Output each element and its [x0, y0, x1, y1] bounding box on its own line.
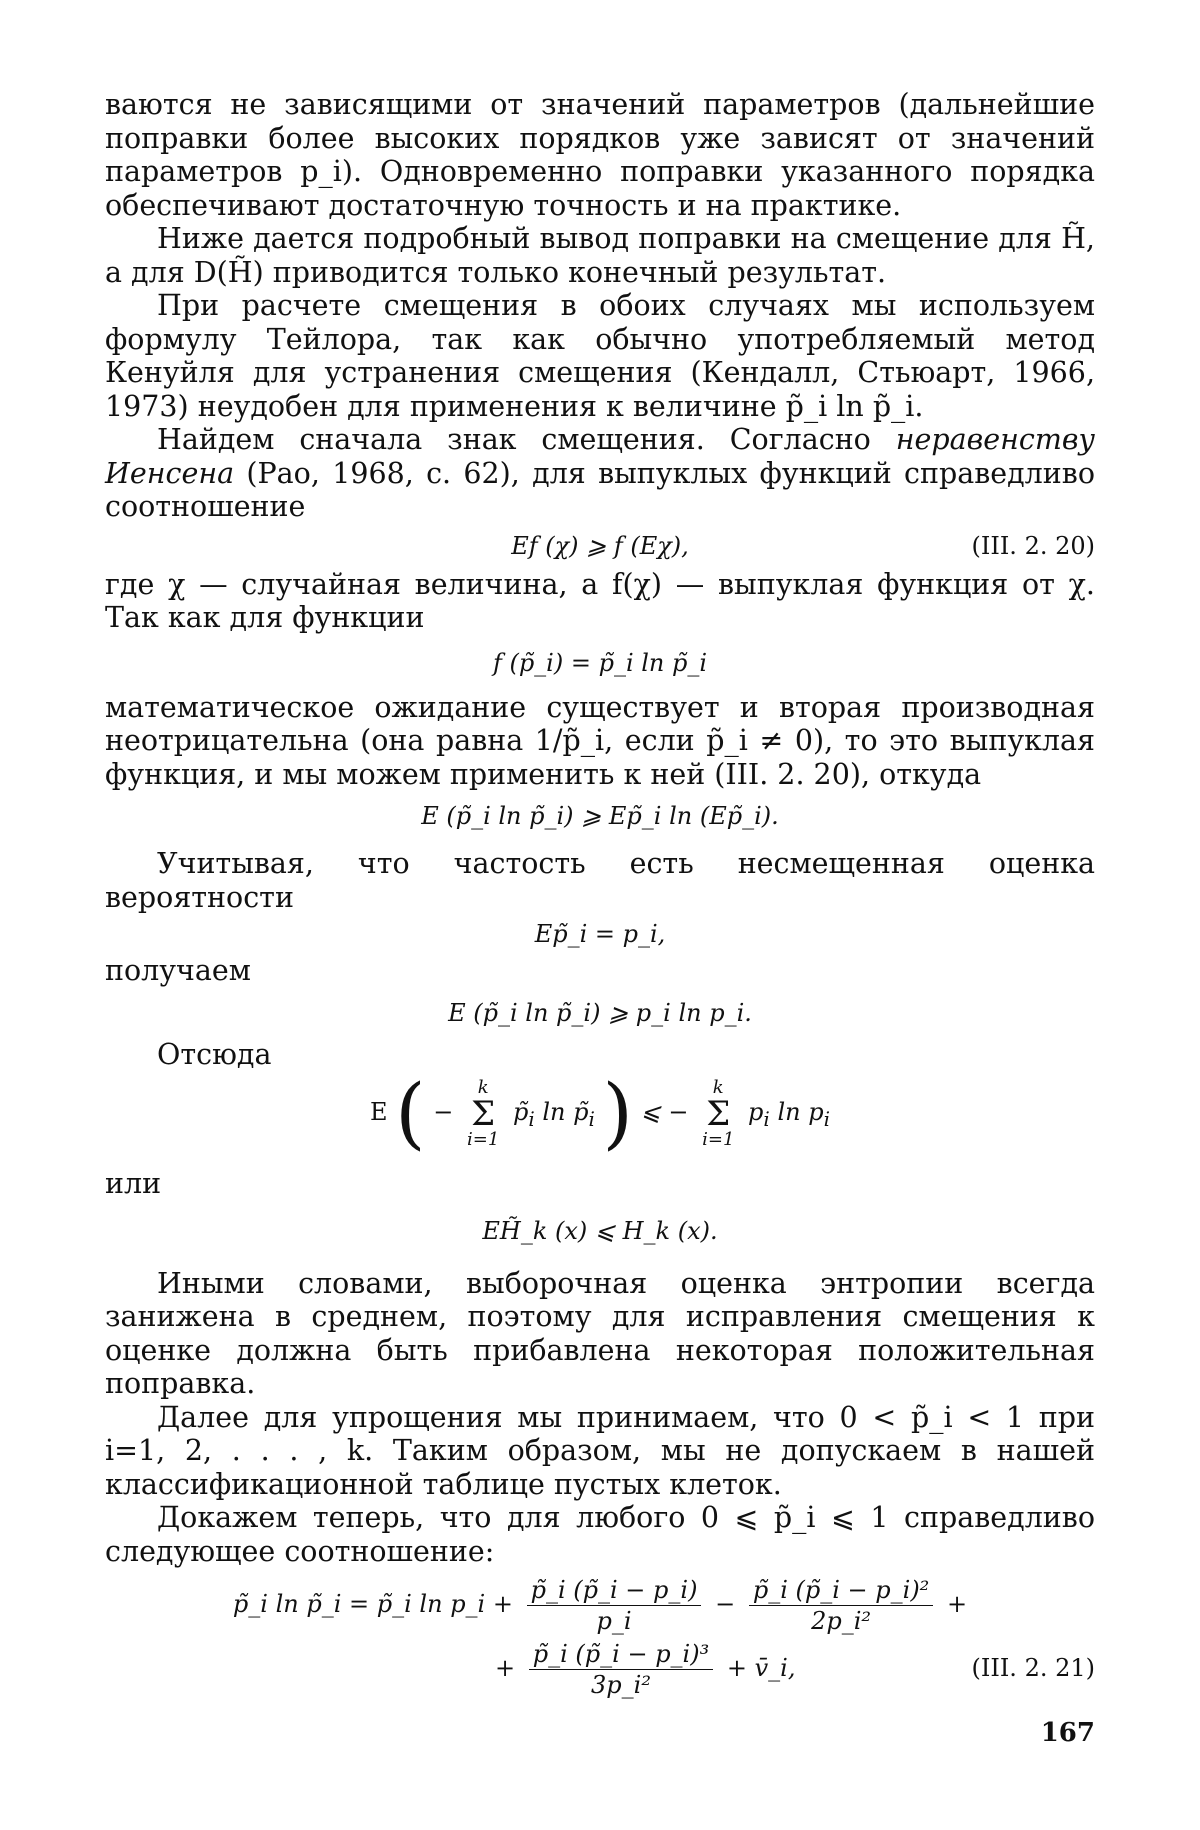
equation-sum-inequality	[105, 1057, 1095, 1167]
taylor-line-2	[105, 1636, 1095, 1700]
taylor-fraction-3	[529, 1639, 713, 1700]
taylor-fraction-3-numerator: p̃_i (p̃_i − p_i)³	[529, 1639, 713, 1670]
taylor-line-2-plus: +	[495, 1654, 516, 1682]
taylor-fraction-1-denominator: p_i	[596, 1607, 632, 1635]
sum-rhs-term: $p_i$ $\ln p_i$	[748, 1098, 830, 1131]
paragraph-11: Иными словами, выборочная оценка энтропии всегда занижена в среднем, поэтому для исправления смещения к оценке должна быть прибавлена некоторая положительная поправка.	[105, 1266, 1095, 1400]
jensen-inequality-term: неравенству Иенсена	[105, 423, 1095, 490]
taylor-fraction-1-numerator: p̃_i (p̃_i − p_i)	[527, 1575, 702, 1606]
sum-le-sign: ⩽	[640, 1098, 661, 1126]
equation-unbiased	[105, 914, 1095, 954]
sum-symbol-lhs	[467, 1076, 500, 1150]
sum-rhs-lower: i=1	[702, 1128, 735, 1150]
sum-lhs-upper: k	[477, 1076, 489, 1098]
equation-sum-E: E	[370, 1098, 388, 1126]
paragraph-10: или	[105, 1167, 162, 1200]
sum-rhs-upper: k	[712, 1076, 724, 1098]
equation-unbiased-body: Ep̃_i = p_i,	[534, 920, 666, 948]
taylor-fraction-2-numerator: p̃_i (p̃_i − p_i)²	[749, 1575, 933, 1606]
paragraph-9: Отсюда	[157, 1037, 272, 1071]
paragraph-13: Докажем теперь, что для любого 0 ⩽ p̃_i ⩽ 1 справедливо следующее соотношение:	[105, 1501, 1095, 1568]
equation-inequality-2	[105, 988, 1095, 1038]
sigma-glyph-lhs: Σ	[471, 1093, 496, 1134]
taylor-fraction-2-denominator: 2p_i²	[811, 1607, 872, 1635]
taylor-fraction-2	[749, 1575, 933, 1636]
taylor-tail: + v̄_i,	[726, 1654, 796, 1682]
taylor-fraction-3-denominator: 3p_i²	[591, 1671, 651, 1699]
paragraph-4-start: Найдем сначала знак смещения. Согласно	[157, 423, 896, 456]
taylor-fraction-1	[527, 1575, 702, 1636]
equation-number-III-2-21: (III. 2. 21)	[971, 1654, 1095, 1682]
paragraph-12: Далее для упрощения мы принимаем, что 0 < p̃_i < 1 при i=1, 2, . . . , k. Таким образом, мы не допускаем в нашей классификационной таблице пустых клеток.	[105, 1400, 1095, 1501]
equation-function-body: f (p̃_i) = p̃_i ln p̃_i	[492, 648, 708, 677]
equation-entropy-bias-body: EH̃_k (x) ⩽ H_k (x).	[482, 1216, 718, 1245]
taylor-minus: −	[715, 1590, 736, 1618]
sum-lhs-term: $p̃_i$ $\ln p̃_i$	[512, 1098, 595, 1131]
page-number: 167	[1040, 1718, 1095, 1748]
paragraph-3: При расчете смещения в обоих случаях мы используем формулу Тейлора, так как обычно употребляемый метод Кенуйля для устранения смещения (Кендалл, Стьюарт, 1966, 1973) неудобен для применения к величине p̃_i ln p̃_i.	[105, 289, 1095, 423]
paragraph-4	[105, 423, 1095, 524]
left-paren-glyph: (	[395, 1068, 426, 1159]
sum-lhs-minus: −	[433, 1098, 454, 1126]
paragraph-1: ваются не зависящими от значений параметров (дальнейшие поправки более высоких порядков уже зависят от значений параметров p_i). Одновременно поправки указанного порядка обеспечивают достаточную точность и на практике.	[105, 88, 1095, 222]
equation-inequality-1	[105, 791, 1095, 841]
taylor-line-1-lhs: p̃_i ln p̃_i = p̃_i ln p_i +	[232, 1590, 513, 1618]
equation-jensen	[105, 524, 1095, 568]
equation-function	[105, 635, 1095, 691]
equation-number-III-2-20: (III. 2. 20)	[971, 531, 1095, 560]
sigma-glyph-rhs: Σ	[706, 1093, 731, 1134]
equation-jensen-body: Ef (χ) ⩾ f (Eχ),	[511, 531, 689, 560]
sum-lhs-lower: i=1	[467, 1128, 500, 1150]
equation-inequality-1-body: E (p̃_i ln p̃_i) ⩾ Ep̃_i ln (Ep̃_i).	[421, 802, 779, 830]
paragraph-4-end: (Рао, 1968, с. 62), для выпуклых функций справедливо соотношение	[105, 456, 1095, 523]
equation-entropy-bias	[105, 1201, 1095, 1261]
equation-inequality-2-body: E (p̃_i ln p̃_i) ⩾ p_i ln p_i.	[448, 998, 752, 1027]
paragraph-7: Учитывая, что частость есть несмещенная оценка вероятности	[105, 847, 1095, 914]
sum-rhs-minus: −	[668, 1098, 689, 1126]
taylor-line-1	[105, 1572, 1095, 1636]
page-content	[105, 88, 1095, 1748]
right-paren-glyph: )	[602, 1068, 633, 1159]
paragraph-2: Ниже дается подробный вывод поправки на смещение для H̃, а для D(H̃) приводится только конечный результат.	[105, 222, 1095, 289]
paragraph-8: получаем	[105, 954, 251, 987]
paragraph-5: где χ — случайная величина, а f(χ) — выпуклая функция от χ. Так как для функции	[105, 567, 1095, 634]
paragraph-6: математическое ожидание существует и вторая производная неотрицательна (она равна 1/p̃_i, если p̃_i ≠ 0), то это выпуклая функция, и мы можем применить к ней (III. 2. 20), откуда	[105, 690, 1095, 791]
taylor-plus: +	[946, 1590, 968, 1618]
sum-symbol-rhs	[702, 1076, 735, 1150]
